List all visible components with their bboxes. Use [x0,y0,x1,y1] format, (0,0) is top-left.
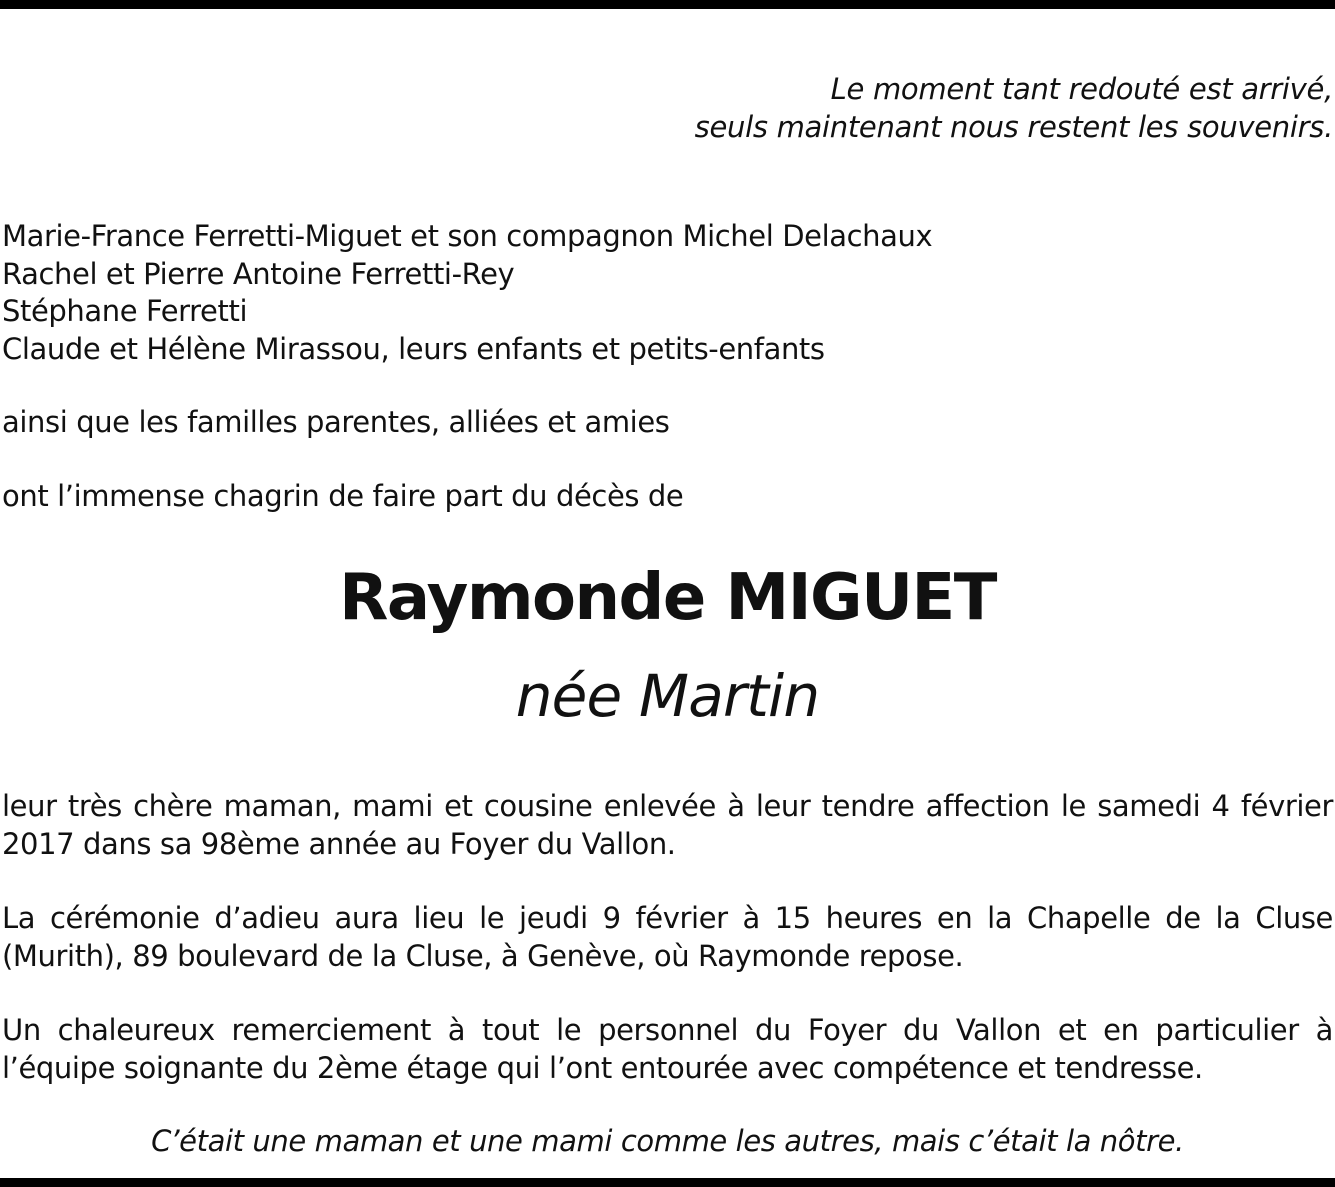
epigraph-line: Le moment tant redouté est arrivé, [830,72,1333,106]
closing-line: C’était une maman et une mami comme les autres, mais c’était la nôtre. [151,1124,1184,1158]
body-paragraph: leur très chère maman, mami et cousine enlevée à leur tendre affection le samedi 4 février 2017 dans sa 98ème année au Foyer du Vallon. [2,789,1333,861]
family-name-line: Claude et Hélène Mirassou, leurs enfants et petits-enfants [2,331,825,366]
top-border-rule [0,0,1335,9]
thanks-paragraph: Un chaleureux remerciement à tout le personnel du Foyer du Vallon et en particulier à l’équipe soignante du 2ème étage qui l’ont entourée avec compétence et tendresse. [2,1013,1333,1085]
extended-family-line: ainsi que les familles parentes, alliées et amies [2,405,670,439]
epigraph [695,70,1333,146]
family-name-line: Stéphane Ferretti [2,294,248,328]
epigraph-line: seuls maintenant nous restent les souvenirs. [694,110,1333,144]
bottom-border-rule [0,1178,1335,1187]
family-name-line: Marie-France Ferretti-Miguet et son compagnon Michel Delachaux [2,219,933,253]
announcement-line: ont l’immense chagrin de faire part du décès de [2,479,684,513]
family-names-list [2,218,1333,368]
deceased-name: Raymonde MIGUET [339,561,996,635]
deceased-maiden-name: née Martin [515,662,820,730]
family-name-line: Rachel et Pierre Antoine Ferretti-Rey [2,256,515,291]
ceremony-paragraph: La cérémonie d’adieu aura lieu le jeudi 9 février à 15 heures en la Chapelle de la Cluse (Murith), 89 boulevard de la Cluse, à Genève, où Raymonde repose. [2,901,1333,973]
